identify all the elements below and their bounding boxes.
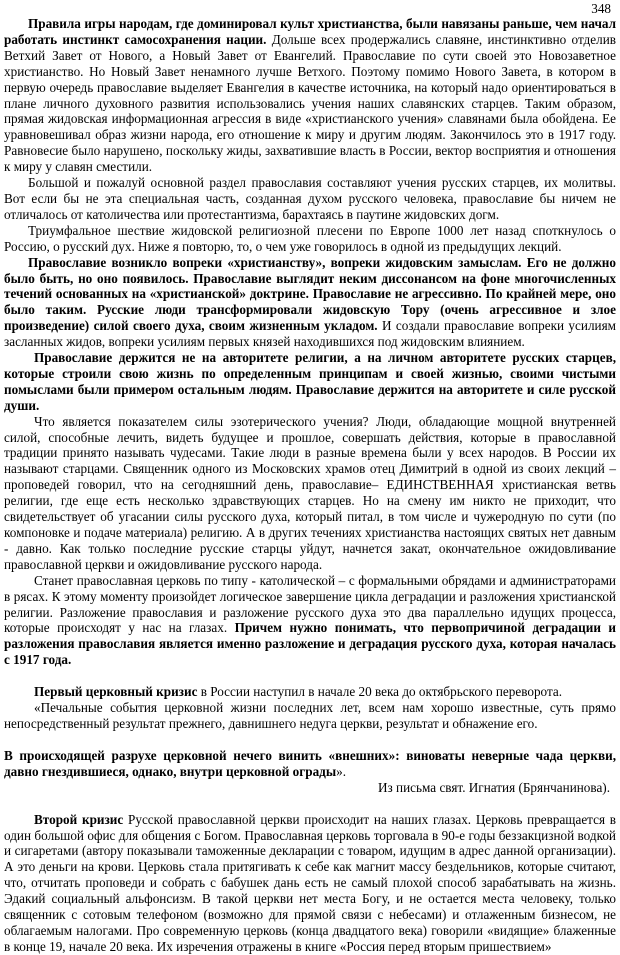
paragraph (4, 223, 616, 255)
text-run: Большой и пожалуй основной раздел православия составляют учения русских старцев, их молитвы. Вот если бы не эта специальная часть, созданная духом русского человека, православие бы ничем не отличалось от католичества или протестантизма, барахтаясь в паутине жидовских догм. (4, 175, 616, 222)
bold-text: В происходящей разрухе церковной нечего винить «внешних»: виноваты неверные чада церкви, давно гнездившиеся, однако, внутри церковной ограды (4, 747, 616, 779)
blank-line (4, 796, 616, 812)
paragraph (4, 16, 616, 175)
bold-text: Причем нужно понимать, что первопричиной деградации и разложения православия является именно разложение и деградация русского духа, которая началась с 1917 года. (4, 620, 616, 668)
bold-text: Православие держится не на авторитете религии, а на личном авторитете русских старцев, которые строили свою жизнь по определенным принципам и своей жизнью, своими чистыми помыслами были примером остальным людям. Православие держится на авторитете и силе русской души. (4, 350, 616, 413)
text-run: ». (336, 763, 347, 779)
text-run: в России наступил в начале 20 века до октябрьского переворота. (197, 684, 563, 700)
bold-text: Первый церковный кризис (34, 684, 198, 700)
page-number: 348 (591, 1, 611, 16)
text-run: Что является показателем силы эзотерического учения? Люди, обладающие мощной внутренней силой, способные лечить, видеть будущее и прошлое, совершать действия, которые в православной традиции принято называть чудесами. Такие люди в разные времена были у всех народов. В России их называют старцами. Священник одного из Московских храмов отец Димитрий в одной из своих лекций – проповедей говорил, что на сегодняшний день, православие– ЕДИНСТВЕННАЯ христианская ветвь религии, где еще есть несколько здравствующих старцев. Но на смену им никто не приходит, что свидетельствует об угасании силы русского духа, который питал, в том числе и чужеродную по сути (по компоновке и подаче материала) религию. А в других течениях христианства настоящих святых нет давным - давно. Как только последние русские старцы уйдут, начнется закат, окончательное ожидовливание православной церкви и ожидовливание русского народа. (4, 413, 616, 572)
text-run: Из письма свят. Игнатия (Брянчанинова). (378, 779, 610, 795)
blank-line (4, 732, 616, 748)
text-run: Русской православной церкви происходит на наших глазах. Церковь превращается в один большой офис для общения с Богом. Православная церковь торговала в 90-е годы беззакцизной водкой и сигаретами (автору показывали таможенные декларации с товаром, идущим в адрес данной организации). А это деньги на крови. Церковь стала притягивать к себе как магнит массу бездельников, которые считают, что, отчитать проповеди и собрать с бабушек дань есть не самый плохой способ зарабатывать на жизнь. Эдакий социальный альфонсизм. В такой церкви нет места Богу, и не остается места человеку, только священник с сотовым телефоном (возможно для прямой связи с небесами) и отлаженным бизнесом, не облагаемым налогами. Про современную церковь (конца двадцатого века) говорили «видящие» блаженные в конце 19, начале 20 века. Их изречения отражены в книге «Россия перед вторым пришествием» (4, 811, 616, 954)
text-run: «Печальные события церковной жизни последних лет, всем нам хорошо известные, суть прямо непосредственный результат прежнего, давнишнего недуга церкви, результат и обнажение его. (4, 700, 616, 731)
text-run: Дольше всех продержались славяне, инстинктивно отделив Ветхий Завет от Нового, а Новый Завет от Евангелий. Православие по сути своей это Новозаветное христианство. Но Новый Завет ненамного лучше Ветхого. Поэтому помимо Нового Завета, в котором в первую очередь православие выделяет Евангелия в качестве источника, на который надо ориентироваться в плане личного духовного развития использовались учения наших славянских старцев. Таким образом, прямая жидовская информационная агрессия в виде «христианского учения» славянами была обойдена. Ее уравновешивал образ жизни народа, его отношение к миру и другим людям. Закончилось это в 1917 году. Равновесие было нарушено, поскольку жиды, захватившие власть в России, вектор восприятия и отношения к миру у славян сместили. (4, 31, 616, 175)
text-run: Станет православная церковь по типу - католической – с формальными обрядами и администраторами в рясах. К этому моменту произойдет логическое завершение цикла деградации и разложения христианской религии. Разложение православия и разложение русского духа это два параллельно идущих процесса, которые происходят у нас на глазах. (4, 572, 616, 636)
paragraph (4, 780, 616, 796)
paragraph (4, 700, 616, 732)
paragraph (4, 748, 616, 780)
bold-text: Правила игры народам, где доминировал культ христианства, были навязаны раньше, чем начал работать инстинкт самосохранения нации. (4, 16, 616, 47)
paragraph (4, 414, 616, 573)
bold-text: Православие возникло вопреки «христианству», вопреки жидовским замыслам. Его не должно было быть, но оно появилось. Православие выглядит неким диссонансом на фоне многочисленных течений основанных на «христианской» доктрине. Православие не агрессивно. По крайней мере, оно было таким. Русские люди трансформировали жидовскую Тору (очень агрессивное и злое произведение) силой своего духа, своим жизненным укладом. (4, 254, 616, 334)
paragraph (4, 684, 616, 700)
paragraph (4, 255, 616, 350)
text-run: И создали православие вопреки усилиям засланных жидов, вопреки усилиям первых князей находившихся под жидовским влиянием. (4, 318, 616, 350)
paragraph (4, 573, 616, 668)
document-body (4, 16, 616, 955)
paragraph (4, 812, 616, 955)
bold-text: Второй кризис (34, 811, 124, 827)
text-run: Триумфальное шествие жидовской религиозной плесени по Европе 1000 лет назад споткнулось о Россию, о русский дух. Ниже я повторю, то, о чем уже говорилось в одной из предыдущих лекций. (4, 222, 616, 254)
paragraph (4, 175, 616, 223)
paragraph (4, 350, 616, 414)
blank-line (4, 668, 616, 684)
